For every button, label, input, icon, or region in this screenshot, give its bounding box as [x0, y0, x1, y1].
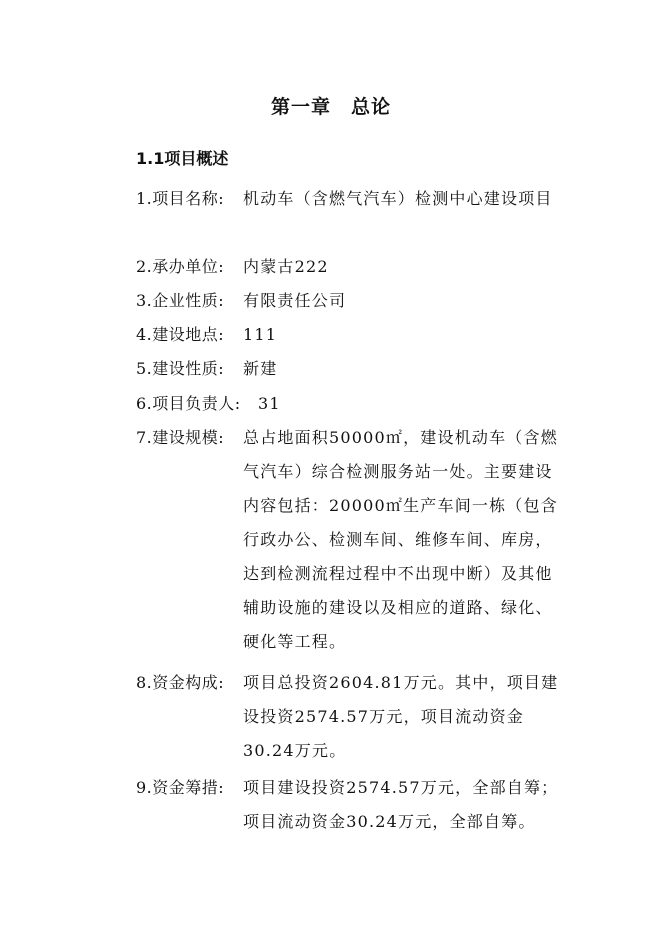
item-label: 6.项目负责人: [136, 394, 241, 413]
chapter-title: 第一章 总论 [270, 96, 391, 118]
item-label: 5.建设性质: [136, 359, 225, 378]
item-label: 7.建设规模: [136, 428, 225, 447]
item-value: 总占地面积50000㎡，建设机动车（含燃气汽车）综合检测服务站一处。主要建设内容包括：20000㎡生产车间一栋（包含行政办公、检测车间、维修车间、库房，达到检测流程过程中不出现中断）及其他辅助设施的建设以及相应的道路、绿化、硬化等工程。 [243, 428, 558, 651]
item-label: 4.建设地点: [136, 325, 225, 344]
item-value: 31 [258, 394, 281, 413]
item-value: 111 [243, 325, 278, 344]
item-value: 项目总投资2604.81万元。其中，项目建设投资2574.57万元，项目流动资金30.24万元。 [243, 673, 559, 760]
item-label: 2.承办单位: [136, 257, 225, 276]
item-label: 3.企业性质: [136, 291, 225, 310]
item-value: 新建 [243, 359, 278, 378]
item-value: 项目建设投资2574.57万元，全部自筹；项目流动资金30.24万元，全部自筹。 [243, 778, 559, 831]
item-label: 1.项目名称: [136, 189, 225, 208]
item-label: 9.资金筹措: [136, 778, 225, 797]
item-label: 8.资金构成: [136, 673, 225, 692]
item-value: 有限责任公司 [243, 291, 347, 310]
item-value: 内蒙古222 [243, 257, 329, 276]
item-value: 机动车（含燃气汽车）检测中心建设项目 [243, 189, 553, 208]
section-heading: 1.1项目概述 [136, 149, 229, 168]
